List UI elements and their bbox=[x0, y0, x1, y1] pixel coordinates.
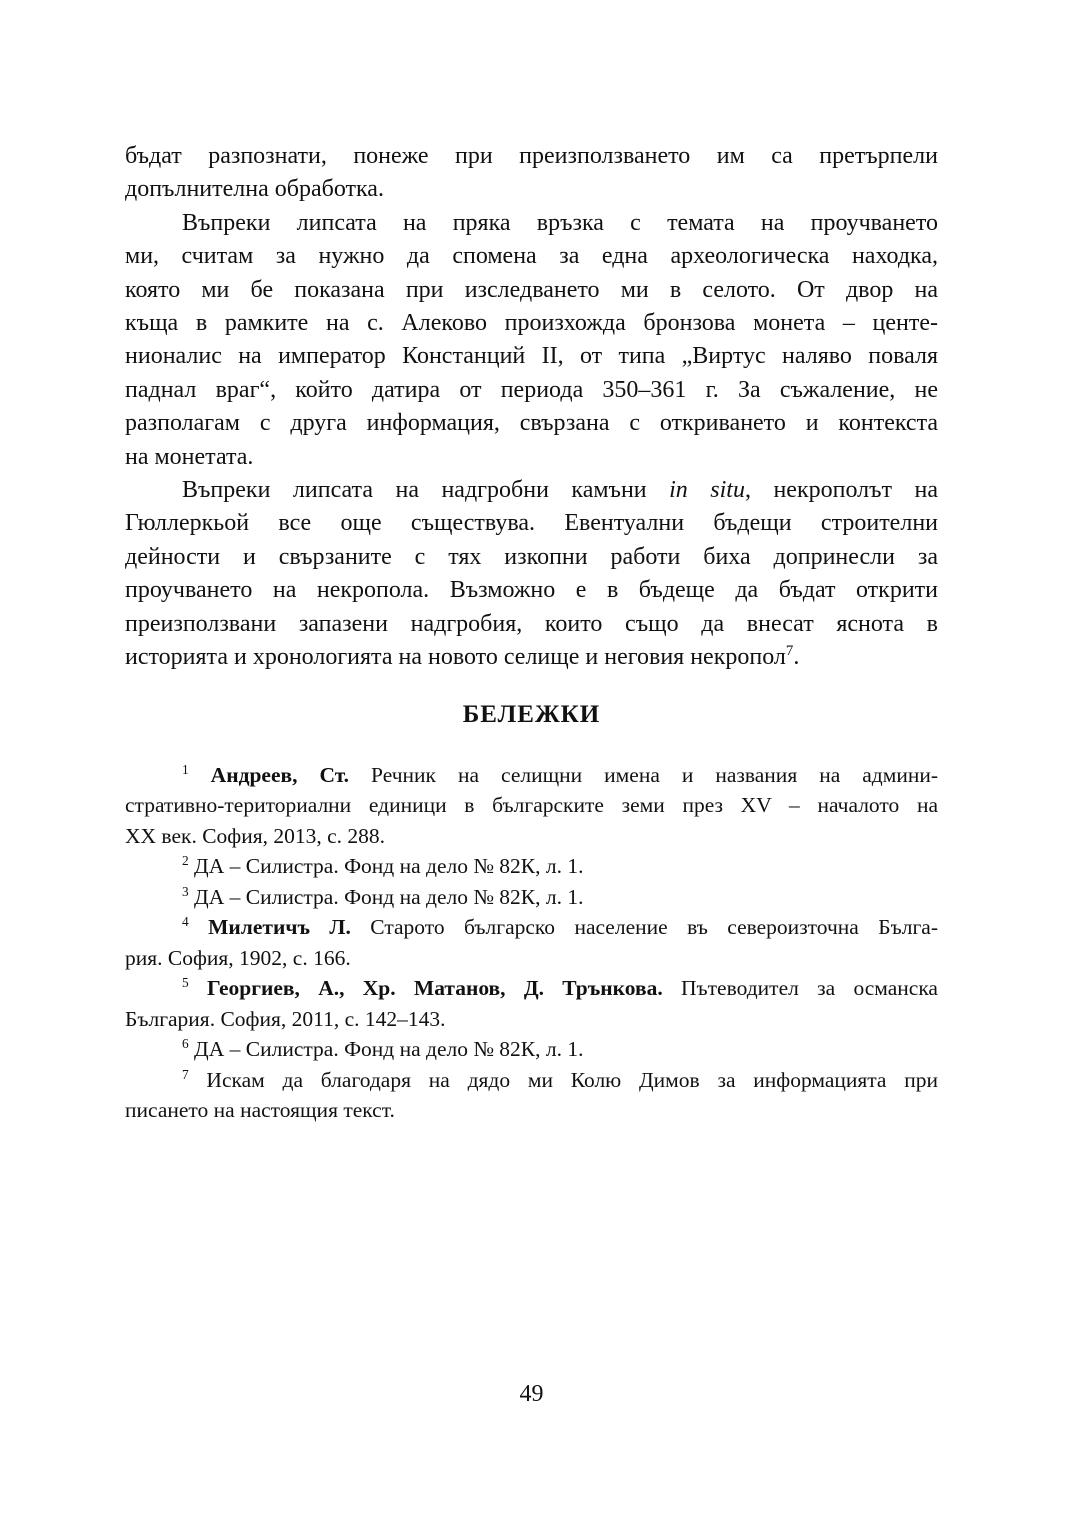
text-line bbox=[125, 240, 938, 273]
text-line bbox=[125, 541, 938, 574]
text-segment: XX век. София, 2013, с. 288. bbox=[125, 823, 386, 848]
footnote-item bbox=[125, 760, 938, 852]
notes-heading: БЕЛЕЖКИ bbox=[462, 700, 601, 728]
text-segment: писането на настоящия текст. bbox=[125, 1098, 395, 1122]
text-line bbox=[125, 851, 938, 882]
text-line bbox=[125, 821, 938, 852]
text-line bbox=[125, 474, 938, 507]
text-segment: in situ bbox=[669, 477, 745, 504]
text-segment: бъдат разпознати, понеже при преизползването им са претърпели bbox=[125, 143, 938, 169]
page-number: 49 bbox=[519, 1381, 544, 1407]
text-line bbox=[125, 441, 938, 474]
text-line bbox=[125, 790, 938, 821]
text-segment: Милетичъ Л. bbox=[188, 915, 351, 939]
text-segment: ми, считам за нужно да спомена за една археологическа находка, bbox=[125, 243, 938, 270]
footnote-reference: 7 bbox=[785, 643, 794, 660]
text-segment: стративно-териториални единици в българските земи през XV – началото на bbox=[125, 793, 938, 817]
text-segment: , некрополът на bbox=[744, 477, 939, 504]
footnote-reference: 3 bbox=[182, 883, 189, 899]
text-line bbox=[125, 608, 938, 641]
text-line bbox=[125, 882, 938, 913]
text-segment: на монетата. bbox=[125, 443, 254, 470]
text-segment: ДА – Силистра. Фонд на дело № 82К, л. 1. bbox=[188, 1037, 584, 1061]
text-line bbox=[125, 1095, 938, 1126]
text-line bbox=[125, 374, 938, 407]
text-line bbox=[125, 407, 938, 440]
footnote-item bbox=[125, 912, 938, 973]
text-line bbox=[125, 912, 938, 943]
text-segment: България. София, 2011, с. 142–143. bbox=[125, 1006, 446, 1031]
text-segment: Гюллеркьой все още съществува. Евентуални бъдещи строителни bbox=[125, 510, 938, 537]
text-line bbox=[125, 943, 938, 974]
text-segment: Георгиев, А., Хр. Матанов, Д. Трънкова. bbox=[188, 976, 663, 1000]
text-segment: проучването на некропола. Възможно е в бъдеще да бъдат открити bbox=[125, 577, 938, 604]
text-segment: историята и хронологията на новото селище и неговия некропол bbox=[125, 644, 786, 671]
footnotes-section bbox=[125, 760, 938, 1126]
text-segment: . bbox=[793, 644, 800, 671]
text-segment: ДА – Силистра. Фонд на дело № 82К, л. 1. bbox=[188, 884, 584, 909]
body-text bbox=[125, 140, 938, 675]
text-line bbox=[125, 507, 938, 540]
text-line bbox=[125, 760, 938, 791]
footnote-item bbox=[125, 973, 938, 1034]
text-segment: паднал враг“, който датира от периода 350–361 г. За съжаление, не bbox=[125, 376, 938, 403]
text-segment: Старото българско население въ североизточна Бълга- bbox=[350, 915, 938, 939]
text-line bbox=[125, 641, 938, 674]
text-segment: Речник на селищни имена и названия на админи- bbox=[349, 762, 938, 787]
text-segment: ДА – Силистра. Фонд на дело № 82К, л. 1. bbox=[188, 854, 584, 878]
footnote-reference: 4 bbox=[182, 913, 189, 929]
text-line bbox=[125, 574, 938, 607]
footnote-item bbox=[125, 851, 938, 882]
footnote-reference: 5 bbox=[182, 974, 189, 990]
text-segment: Въпреки липсата на пряка връзка с темата на проучването bbox=[182, 209, 938, 236]
text-segment: дейности и свързаните с тях изкопни работи биха допринесли за bbox=[125, 543, 938, 570]
footnote-reference: 2 bbox=[182, 852, 189, 868]
text-line bbox=[125, 973, 938, 1004]
footnote-item bbox=[125, 1034, 938, 1065]
text-segment: нионалис на император Констанций II, от типа „Виртус наляво поваля bbox=[125, 343, 938, 370]
text-line bbox=[125, 1065, 938, 1096]
body-paragraph bbox=[125, 140, 938, 207]
text-segment: допълнителна обработка. bbox=[125, 176, 384, 203]
body-paragraph bbox=[125, 474, 938, 674]
text-line bbox=[125, 1004, 938, 1035]
footnote-item bbox=[125, 1065, 938, 1126]
text-line bbox=[125, 274, 938, 307]
text-segment: която ми бе показана при изследването ми в селото. От двор на bbox=[125, 276, 938, 303]
text-segment: Въпреки липсата на надгробни камъни bbox=[182, 477, 670, 504]
text-line bbox=[125, 340, 938, 373]
text-segment: разполагам с друга информация, свързана с откриването и контекста bbox=[125, 410, 938, 437]
text-segment: рия. София, 1902, с. 166. bbox=[125, 945, 351, 970]
text-line bbox=[125, 307, 938, 340]
footnote-item bbox=[125, 882, 938, 913]
text-line bbox=[125, 140, 938, 173]
text-segment: Пътеводител за османска bbox=[662, 976, 938, 1000]
text-line bbox=[125, 207, 938, 240]
text-segment: преизползвани запазени надгробия, които също да внесат яснота в bbox=[125, 610, 938, 637]
body-paragraph bbox=[125, 207, 938, 474]
footnote-reference: 6 bbox=[182, 1035, 189, 1051]
text-segment: къща в рамките на с. Алеково произхожда бронзова монета – центе- bbox=[125, 310, 938, 337]
text-segment: Искам да благодаря на дядо ми Колю Димов за информацията при bbox=[188, 1067, 938, 1092]
page-text-block bbox=[125, 140, 938, 1126]
footnote-reference: 1 bbox=[182, 761, 189, 777]
text-segment: Андреев, Ст. bbox=[188, 762, 350, 787]
text-line bbox=[125, 173, 938, 206]
footnote-reference: 7 bbox=[182, 1066, 189, 1082]
text-line bbox=[125, 1034, 938, 1065]
